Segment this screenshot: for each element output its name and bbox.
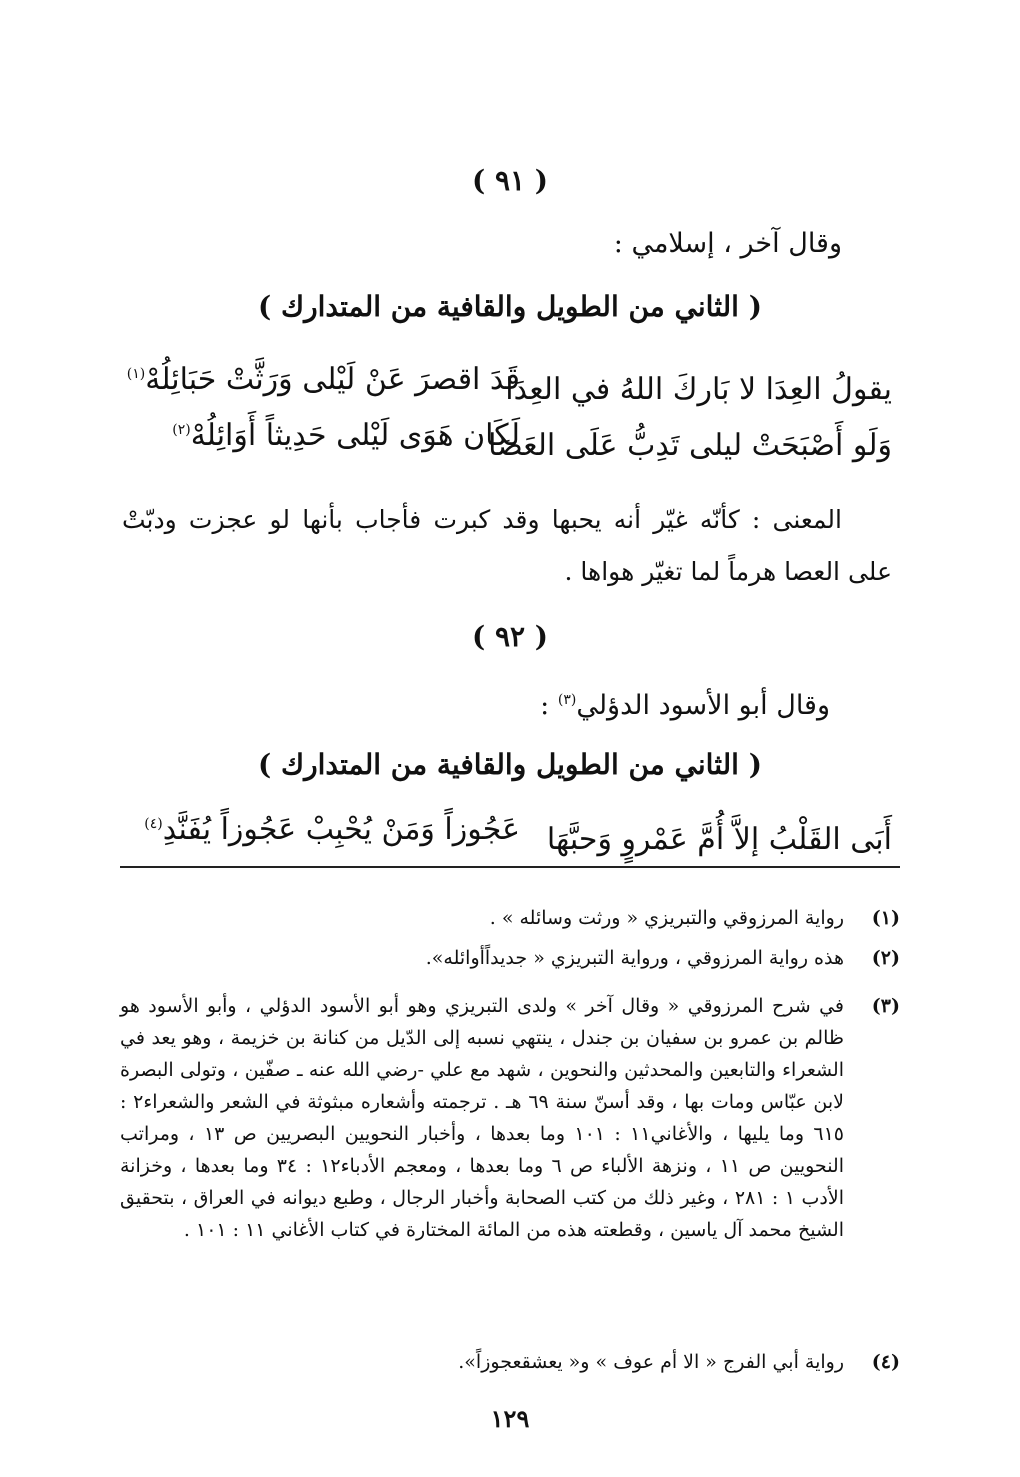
footnote-text: هذه رواية المرزوقي ، ورواية التبريزي « جديداًأوائله». bbox=[425, 947, 844, 969]
footnote-label: (٣) bbox=[871, 995, 900, 1017]
footnote-label: (٢) bbox=[871, 947, 900, 969]
footnote-ref-2: (٢) bbox=[172, 422, 191, 438]
footnote-label: (٤) bbox=[871, 1351, 900, 1373]
poem-91-meter: ( الثاني من الطويل والقافية من المتدارك ) bbox=[258, 290, 762, 323]
poem-91-verse-1-first-hemistich: يقولُ العِدَا لا بَاركَ اللهُ في العِدَا bbox=[505, 372, 892, 407]
footnote-1 bbox=[120, 902, 900, 934]
footnote-text: رواية المرزوقي والتبريزي « ورثت وسائله » . bbox=[489, 907, 844, 929]
poem-91-verse-1-second-hemistich bbox=[127, 362, 520, 397]
footnote-ref-3: (٣) bbox=[557, 692, 577, 708]
footnote-3 bbox=[120, 990, 900, 1246]
verse-text: قَدَ اقصرَ عَنْ لَيْلى وَرَثَّتْ حَبَائِلُهْ bbox=[145, 362, 520, 397]
verse-text: لَكَان هَوَى لَيْلى حَدِيثاً أَوَائِلُهْ bbox=[190, 418, 520, 453]
footnote-ref-4: (٤) bbox=[144, 816, 163, 832]
poem-92-verse-1-second-hemistich bbox=[144, 812, 520, 847]
footnote-4 bbox=[120, 1346, 900, 1378]
footnote-2 bbox=[120, 942, 900, 974]
intro-colon: : bbox=[540, 690, 558, 721]
poem-92-number: ( ٩٢ ) bbox=[471, 620, 549, 653]
footnote-ref-1: (١) bbox=[126, 366, 146, 382]
page-number: ١٢٩ bbox=[490, 1404, 530, 1433]
poem-91-meaning: المعنى : كأنّه غيّر أنه يحبها وقد كبرت فأجاب بأنها لو عجزت ودبّتْ على العصا هرماً لما تغيّر هواها . bbox=[122, 505, 892, 586]
footnote-divider bbox=[120, 866, 900, 868]
footnote-text: في شرح المرزوقي « وقال آخر » ولدى التبريزي وهو أبو الأسود الدؤلي ، وأبو الأسود هو ظالم بن عمرو بن سفيان بن جندل ، ينتهي نسبه إلى الدّيل من كنانة بن خزيمة ، وهو يعد في الشعراء والتابعين والمحدثين والنحوين ، شهد مع علي -رضي الله عنه ـ صفّين ، وتولى البصرة لابن عبّاس ومات بها ، وقد أسنّ سنة ٦٩ هـ . ترجمته وأشعاره مبثوثة في الشعر والشعراء٢ : ٦١٥ وما يليها ، والأغاني١١ : ١٠١ وما بعدها ، وأخبار النحويين البصريين ص ١٣ ، ومراتب النحويين ص ١١ ، ونزهة الألباء ص ٦ وما بعدها ، ومعجم الأدباء١٢ : ٣٤ وما بعدها ، وخزانة الأدب ١ : ٢٨١ ، وغير ذلك من كتب الصحابة وأخبار الرجال ، وطبع ديوانه في العراق ، بتحقيق الشيخ محمد آل ياسين ، وقطعته هذه من المائة المختارة في كتاب الأغاني ١١ : ١٠١ . bbox=[120, 995, 844, 1241]
footnote-text: رواية أبي الفرج « الا أم عوف » و« يعشقعجوزاً». bbox=[458, 1351, 844, 1373]
poem-92-intro bbox=[540, 690, 830, 721]
verse-text: عَجُوزاً وَمَنْ يُحْبِبْ عَجُوزاً يُفَنَّدِ bbox=[162, 812, 520, 847]
poem-91-intro: وقال آخر ، إسلامي : bbox=[613, 228, 842, 259]
poem-91-number: ( ٩١ ) bbox=[471, 164, 549, 197]
poem-91-verse-2-second-hemistich bbox=[172, 418, 520, 453]
intro-text: وقال أبو الأسود الدؤلي bbox=[576, 690, 830, 721]
poem-91-verse-2-first-hemistich: وَلَو أَصْبَحَتْ ليلى تَدِبُّ عَلَى العَصَا bbox=[488, 428, 892, 463]
poem-92-verse-1-first-hemistich: أَبَى القَلْبُ إلاَّ أُمَّ عَمْروٍ وَحبَّهَا bbox=[546, 822, 892, 857]
poem-92-meter: ( الثاني من الطويل والقافية من المتدارك ) bbox=[258, 748, 762, 781]
footnote-label: (١) bbox=[871, 907, 900, 929]
